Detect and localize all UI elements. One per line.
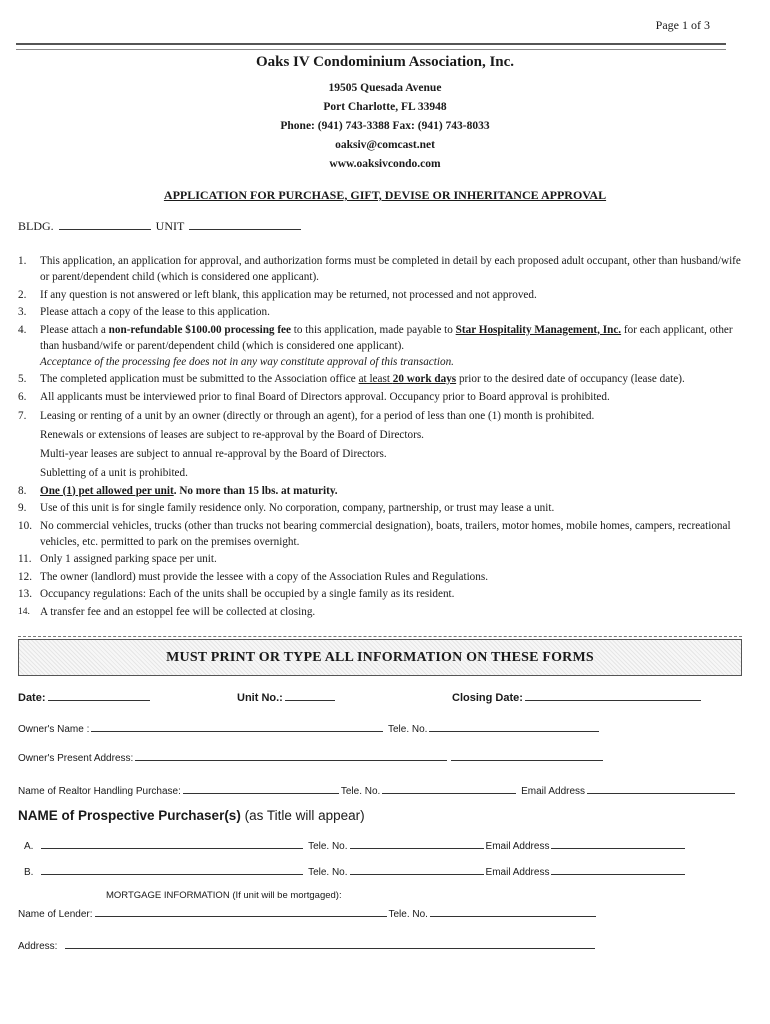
list-item: 9. Use of this unit is for single family residence only. No corporation, company, partnership, or trust may lease a unit. — [18, 502, 555, 514]
list-item: 2. If any question is not answered or left blank, this application may be returned, not processed and not approved. — [18, 288, 537, 301]
realtor-name-field[interactable] — [183, 783, 339, 794]
list-item: 8. One (1) pet allowed per unit. No more than 15 lbs. at maturity. — [18, 484, 338, 497]
list-item: 6. All applicants must be interviewed prior to final Board of Directors approval. Occupancy prior to Board approval is prohibited. — [18, 391, 610, 403]
payee-name: Star Hospitality Management, Inc. — [455, 323, 622, 336]
pet-policy: One (1) pet allowed per unit — [40, 484, 174, 497]
city-state-zip: Port Charlotte, FL 33948 — [323, 101, 447, 113]
email: oaksiv@comcast.net — [335, 139, 435, 151]
list-item: 14. A transfer fee and an estoppel fee will be collected at closing. — [18, 605, 316, 618]
bldg-label: BLDG. — [18, 219, 54, 233]
list-item: 13. Occupancy regulations: Each of the units shall be occupied by a single family as its resident. — [18, 588, 455, 600]
application-title: APPLICATION FOR PURCHASE, GIFT, DEVISE OR INHERITANCE APPROVAL — [163, 188, 607, 202]
list-item: 1. This application, an application for approval, and authorization forms must be completed in detail by each proposed adult occupant, other than husband/wife or parent/dependent child (which is considered one applicant). — [18, 255, 741, 283]
website: www.oaksivcondo.com — [329, 158, 441, 170]
owner-tele-field[interactable] — [429, 721, 599, 732]
print-notice-text: MUST PRINT OR TYPE ALL INFORMATION ON THESE FORMS — [166, 649, 594, 665]
list-item: 7. Leasing or renting of a unit by an owner (directly or through an agent), for a period of less than one (1) month is prohibited. Renewals or extensions of leases are subject to re-approval by the Board of Directors. Multi-year leases are subject to annual re-approval by the Board of Directors. Subletting of a unit is prohibited. — [18, 410, 595, 479]
purchaser-b-email-field[interactable] — [551, 864, 685, 875]
list-item: 11. Only 1 assigned parking space per unit. — [18, 553, 217, 565]
date-row: Date: — [18, 690, 152, 704]
lender-tele-field[interactable] — [430, 906, 596, 917]
purchaser-a-email-field[interactable] — [551, 838, 685, 849]
list-item: 4. Please attach a non-refundable $100.00 processing fee to this application, made payable to Star Hospitality Management, Inc. for each applicant, other than husband/wife or parent/dependent child (which is considered one applicant). Acceptance of the processing fee does not in any way constitute approval of this transaction. — [18, 322, 748, 370]
closing-date-row: Closing Date: — [452, 690, 703, 704]
lender-row: Name of Lender: Tele. No. — [18, 906, 598, 920]
realtor-tele-field[interactable] — [382, 783, 516, 794]
owner-address-row: Owner's Present Address: — [18, 750, 605, 764]
mortgage-heading: MORTGAGE INFORMATION (If unit will be mortgaged): — [106, 890, 342, 901]
lender-address-row: Address: — [18, 938, 597, 952]
owner-name-field[interactable] — [91, 721, 383, 732]
list-item: 12. The owner (landlord) must provide the lessee with a copy of the Association Rules and Regulations. — [18, 570, 489, 583]
date-field[interactable] — [48, 690, 150, 701]
purchaser-a-name-field[interactable] — [41, 838, 303, 849]
list-item: 10. No commercial vehicles, trucks (other than trucks not bearing commercial designation), boats, trailers, motor homes, mobile homes, campers, recreational vehicles, etc. permitted to park on the premises overnight. — [18, 519, 731, 548]
purchaser-section-title: NAME of Prospective Purchaser(s) (as Title will appear) — [18, 808, 365, 823]
phone-fax: Phone: (941) 743-3388 Fax: (941) 743-8033 — [280, 120, 490, 132]
association-name: Oaks IV Condominium Association, Inc. — [255, 54, 515, 70]
closing-date-field[interactable] — [525, 690, 701, 701]
realtor-email-field[interactable] — [587, 783, 735, 794]
list-item: 3. Please attach a copy of the lease to this application. — [18, 306, 270, 318]
purchaser-a-tele-field[interactable] — [350, 838, 484, 849]
purchaser-a-row: A. Tele. No. Email Address — [24, 838, 687, 852]
lender-address-field[interactable] — [65, 938, 595, 949]
fee-disclaimer: Acceptance of the processing fee does not in any way constitute approval of this transaction. — [40, 355, 454, 368]
unit-no-field[interactable] — [285, 690, 335, 701]
lender-name-field[interactable] — [95, 906, 387, 917]
street-address: 19505 Quesada Avenue — [328, 82, 442, 94]
purchaser-b-name-field[interactable] — [41, 864, 303, 875]
purchaser-b-tele-field[interactable] — [350, 864, 484, 875]
owner-address-field[interactable] — [135, 750, 447, 761]
purchaser-b-row: B. Tele. No. Email Address — [24, 864, 687, 878]
owner-name-row: Owner's Name : Tele. No. — [18, 721, 601, 735]
unit-no-row: Unit No.: — [237, 690, 337, 704]
page-number: Page 1 of 3 — [655, 18, 710, 32]
owner-address-field-2[interactable] — [451, 750, 603, 761]
unit-label: UNIT — [155, 219, 185, 233]
list-item: 5. The completed application must be submitted to the Association office at least 20 work days prior to the desired date of occupancy (lease date). — [18, 373, 685, 385]
processing-fee-text: non-refundable $100.00 processing fee — [108, 323, 291, 336]
realtor-row: Name of Realtor Handling Purchase: Tele. No. Email Address — [18, 783, 737, 797]
